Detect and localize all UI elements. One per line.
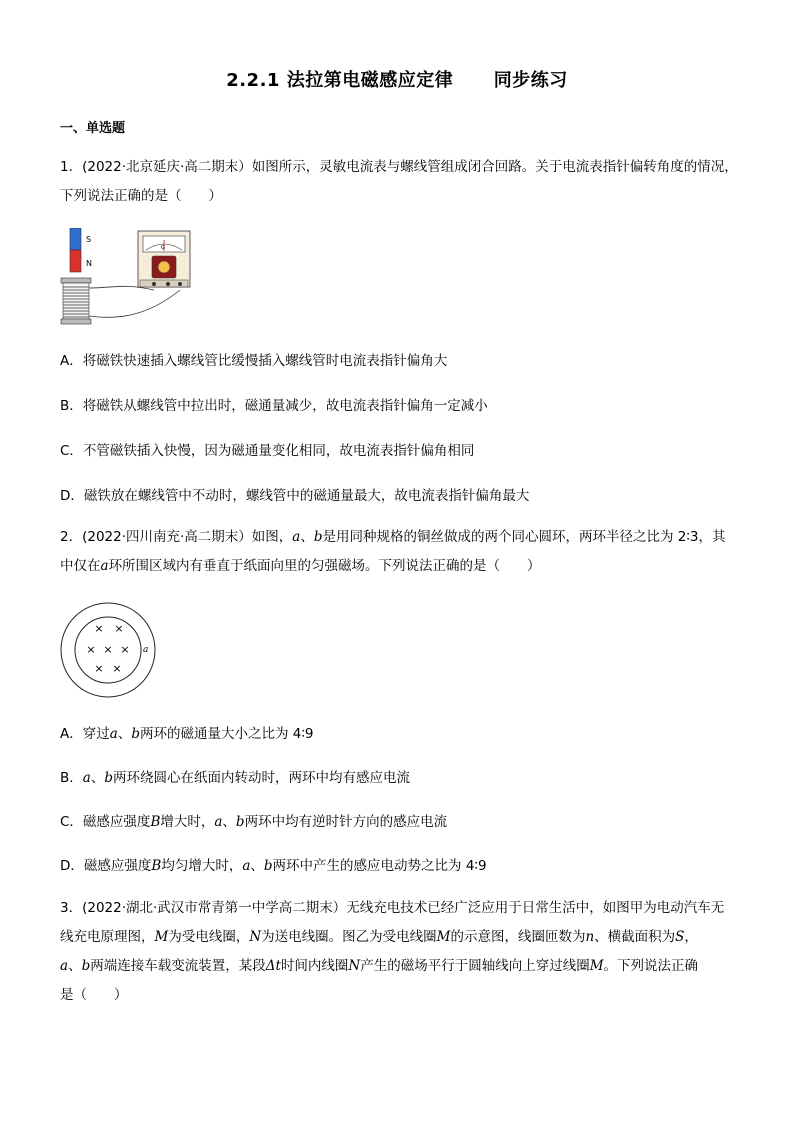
svg-text:×: × — [114, 622, 124, 635]
q1-option-c: C．不管磁铁插入快慢，因为磁通量变化相同，故电流表指针偏角相同 — [60, 443, 475, 459]
q1-stem-line2: 下列说法正确的是（ ） — [60, 188, 222, 204]
galvanometer — [138, 231, 190, 287]
q1-option-a: A．将磁铁快速插入螺线管比缓慢插入螺线管时电流表指针偏角大 — [60, 353, 448, 369]
q2-option-b: B．a、b两环绕圆心在纸面内转动时，两环中均有感应电流 — [60, 770, 410, 786]
svg-text:×: × — [112, 662, 122, 675]
q3-stem-line4: 是（ ） — [60, 987, 128, 1003]
q1-option-b: B．将磁铁从螺线管中拉出时，磁通量减少，故电流表指针偏角一定减小 — [60, 398, 488, 414]
galvanometer-label: G — [161, 245, 165, 251]
magnet-s-pole — [70, 228, 81, 250]
q2-stem-line1: 2．(2022·四川南充·高二期末）如图，a、b是用同种规格的铜丝做成的两个同心圆环，两环半径之比为 2∶3，其 — [60, 529, 726, 545]
magnet-label-s: S — [86, 235, 92, 244]
q1-stem-line1: 1．(2022·北京延庆·高二期末）如图所示，灵敏电流表与螺线管组成闭合回路。关于电流表指针偏转角度的情况， — [60, 159, 738, 175]
q1-figure — [58, 228, 198, 328]
document-title: 2.2.1 法拉第电磁感应定律 同步练习 — [226, 70, 568, 91]
q1-option-d: D．磁铁放在螺线管中不动时，螺线管中的磁通量最大，故电流表指针偏角最大 — [60, 488, 530, 504]
ring-label-a: a — [143, 645, 149, 655]
wire-2 — [89, 290, 180, 317]
svg-text:×: × — [86, 643, 96, 656]
magnet-label-n: N — [86, 259, 92, 268]
svg-text:×: × — [120, 643, 130, 656]
q2-stem-line2: 中仅在a环所围区域内有垂直于纸面向里的匀强磁场。下列说法正确的是（ ） — [60, 558, 541, 574]
svg-text:×: × — [94, 662, 104, 675]
q3-stem-line3: a、b两端连接车载变流装置，某段Δt时间内线圈N产生的磁场平行于圆轴线向上穿过线圈M。下列说法正确 — [60, 958, 699, 974]
q3-stem-line2: 线充电原理图，M为受电线圈，N为送电线圈。图乙为受电线圈M的示意图，线圈匝数为n、横截面积为S， — [60, 929, 698, 945]
q2-option-c: C．磁感应强度B增大时，a、b两环中均有逆时针方向的感应电流 — [60, 814, 448, 830]
svg-text:×: × — [94, 622, 104, 635]
svg-text:×: × — [103, 643, 113, 656]
solenoid — [61, 278, 91, 324]
magnet-n-pole — [70, 250, 81, 272]
q2-option-a: A．穿过a、b两环的磁通量大小之比为 4∶9 — [60, 726, 314, 742]
q3-stem-line1: 3．(2022·湖北·武汉市常青第一中学高二期末）无线充电技术已经广泛应用于日常生活中，如图甲为电动汽车无 — [60, 900, 725, 916]
section-heading: 一、单选题 — [60, 121, 126, 136]
magnetic-field-crosses — [86, 622, 129, 675]
q2-option-d: D．磁感应强度B均匀增大时，a、b两环中产生的感应电动势之比为 4∶9 — [60, 858, 487, 874]
q2-figure — [58, 600, 168, 700]
